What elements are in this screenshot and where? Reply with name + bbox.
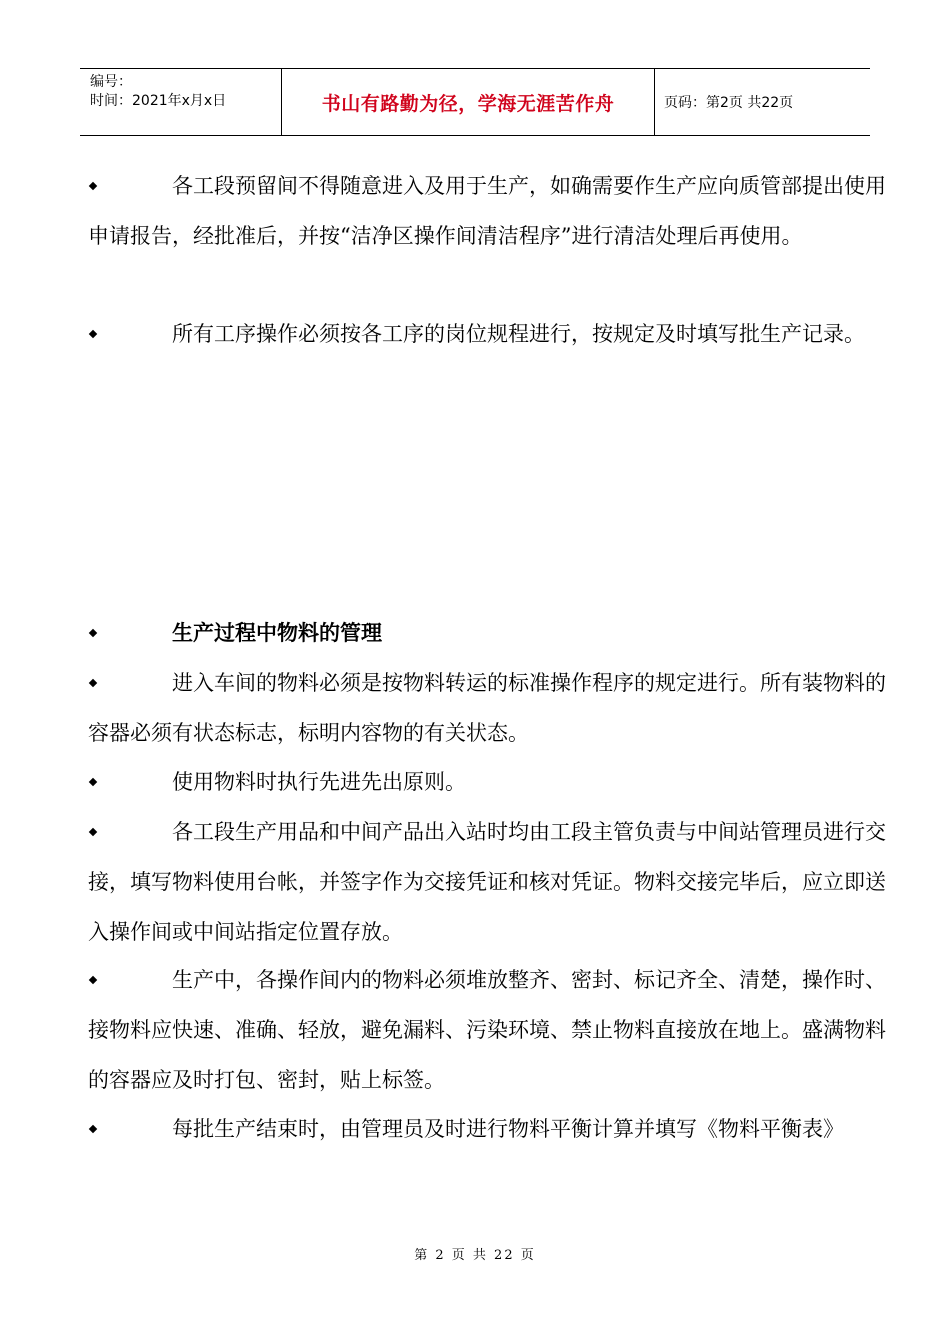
diamond-bullet-icon (87, 757, 101, 807)
diamond-bullet-icon (87, 658, 101, 708)
diamond-bullet-icon (87, 1104, 101, 1154)
page-header (80, 68, 870, 136)
diamond-bullet-icon (87, 161, 101, 211)
paragraph: 生产中，各操作间内的物料必须堆放整齐、密封、标记齐全、清楚，操作时、接物料应快速、准确、轻放，避免漏料、污染环境、禁止物料直接放在地上。盛满物料的容器应及时打包、密封，贴上标签。 (88, 955, 903, 1105)
paragraph: 使用物料时执行先进先出原则。 (88, 757, 903, 807)
diamond-bullet-icon (87, 807, 101, 857)
paragraph: 每批生产结束时，由管理员及时进行物料平衡计算并填写《物料平衡表》 (88, 1104, 903, 1154)
paragraph: 各工段预留间不得随意进入及用于生产，如确需要作生产应向质管部提出使用申请报告，经批准后，并按“洁净区操作间清洁程序”进行清洁处理后再使用。 (88, 161, 903, 261)
time-label: 时间：2021年x月x日 (90, 93, 227, 109)
paragraph: 各工段生产用品和中间产品出入站时均由工段主管负责与中间站管理员进行交接，填写物料使用台帐，并签字作为交接凭证和核对凭证。物料交接完毕后，应立即送入操作间或中间站指定位置存放。 (88, 807, 903, 957)
paragraph: 进入车间的物料必须是按物料转运的标准操作程序的规定进行。所有装物料的容器必须有状态标志，标明内容物的有关状态。 (88, 658, 903, 758)
header-meta (80, 69, 282, 135)
page-footer: 第 2 页 共 22 页 (414, 1248, 536, 1263)
header-motto: 书山有路勤为径，学海无涯苦作舟 (282, 69, 655, 135)
section-heading: 生产过程中物料的管理 (88, 608, 903, 658)
diamond-bullet-icon (87, 608, 101, 658)
diamond-bullet-icon (87, 309, 101, 359)
paragraph: 所有工序操作必须按各工序的岗位规程进行，按规定及时填写批生产记录。 (88, 309, 903, 359)
number-label: 编号： (90, 74, 132, 90)
diamond-bullet-icon (87, 955, 101, 1005)
header-page-info: 页码：第2页 共22页 (664, 95, 794, 111)
